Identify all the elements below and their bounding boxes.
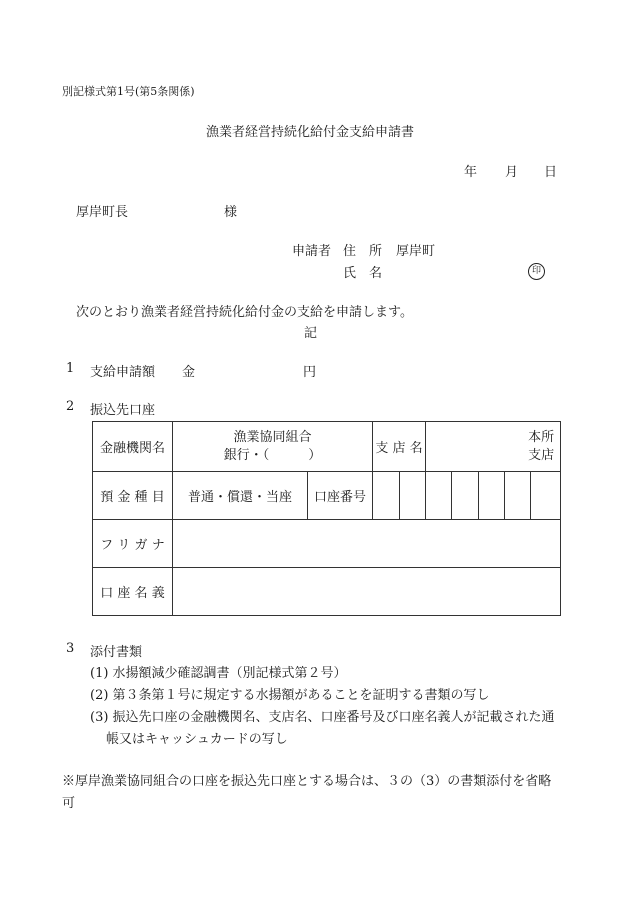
form-id: 別記様式第1号(第5条関係) [62, 85, 195, 98]
furigana-label: フ リ ガ ナ [93, 520, 173, 568]
addressee-honorific: 様 [224, 205, 238, 220]
branch-value-cell[interactable] [426, 422, 561, 472]
account-number-digit[interactable] [426, 472, 452, 520]
account-number-digit[interactable] [479, 472, 505, 520]
branch-label: 支 店 名 [373, 422, 426, 472]
date-day: 日 [544, 165, 558, 180]
branch-line2: 支店 [528, 447, 555, 463]
item3-label: 添付書類 [90, 645, 143, 660]
ki-mark: 記 [304, 326, 318, 341]
item1-kin: 金 [182, 365, 196, 380]
addressee-name: 厚岸町長 [76, 205, 129, 220]
date-month: 月 [505, 165, 519, 180]
account-number-digit[interactable] [373, 472, 400, 520]
note-line2: 可 [62, 796, 76, 811]
page-title: 漁業者経営持続化給付金支給申請書 [206, 125, 415, 140]
item3-number: 3 [66, 641, 75, 656]
bank-label: 金融機関名 [93, 422, 173, 472]
date-year: 年 [464, 165, 478, 180]
bank-line2: 銀行・（ ） [223, 447, 322, 463]
bank-line1: 漁業協同組合 [233, 429, 312, 445]
branch-line1: 本所 [528, 429, 555, 445]
item1-yen: 円 [303, 365, 317, 380]
attachment-item-continued: 帳又はキャッシュカードの写し [106, 732, 288, 747]
furigana-field[interactable] [173, 520, 561, 568]
furigana-row [93, 520, 561, 568]
bank-account-table [92, 421, 561, 616]
account-holder-field[interactable] [173, 568, 561, 616]
account-number-digit[interactable] [452, 472, 479, 520]
attachment-item: (2) 第３条第１号に規定する水揚額があることを証明する書類の写し [90, 688, 490, 703]
account-number-digit[interactable] [505, 472, 531, 520]
applicant-label: 申請者 [292, 244, 332, 259]
item2-number: 2 [66, 399, 75, 414]
seal-icon: 印 [528, 263, 545, 280]
deposit-type-row [93, 472, 561, 520]
account-holder-row [93, 568, 561, 616]
intro-text: 次のとおり漁業者経営持続化給付金の支給を申請します。 [76, 305, 413, 320]
attachment-item: (1) 水揚額減少確認調書（別記様式第２号） [90, 666, 347, 681]
address-label: 住 所 [343, 244, 383, 259]
bank-row [93, 422, 561, 472]
note-line1: ※厚岸漁業協同組合の口座を振込先口座とする場合は、３の（3）の書類添付を省略 [62, 774, 552, 789]
account-holder-label: 口 座 名 義 [93, 568, 173, 616]
name-label: 氏 名 [343, 266, 383, 281]
item1-number: 1 [66, 361, 75, 376]
bank-value-cell[interactable] [173, 422, 373, 472]
seal-mark [528, 262, 545, 280]
item1-label: 支給申請額 [90, 365, 156, 380]
account-number-digit[interactable] [400, 472, 426, 520]
account-number-digit[interactable] [531, 472, 561, 520]
attachment-item: (3) 振込先口座の金融機関名、支店名、口座番号及び口座名義人が記載された通 [90, 710, 555, 725]
deposit-type-label: 預 金 種 目 [93, 472, 173, 520]
deposit-type-value[interactable]: 普通・償還・当座 [173, 472, 308, 520]
item2-label: 振込先口座 [90, 403, 156, 418]
account-number-label: 口座番号 [308, 472, 373, 520]
address-value: 厚岸町 [396, 244, 436, 259]
